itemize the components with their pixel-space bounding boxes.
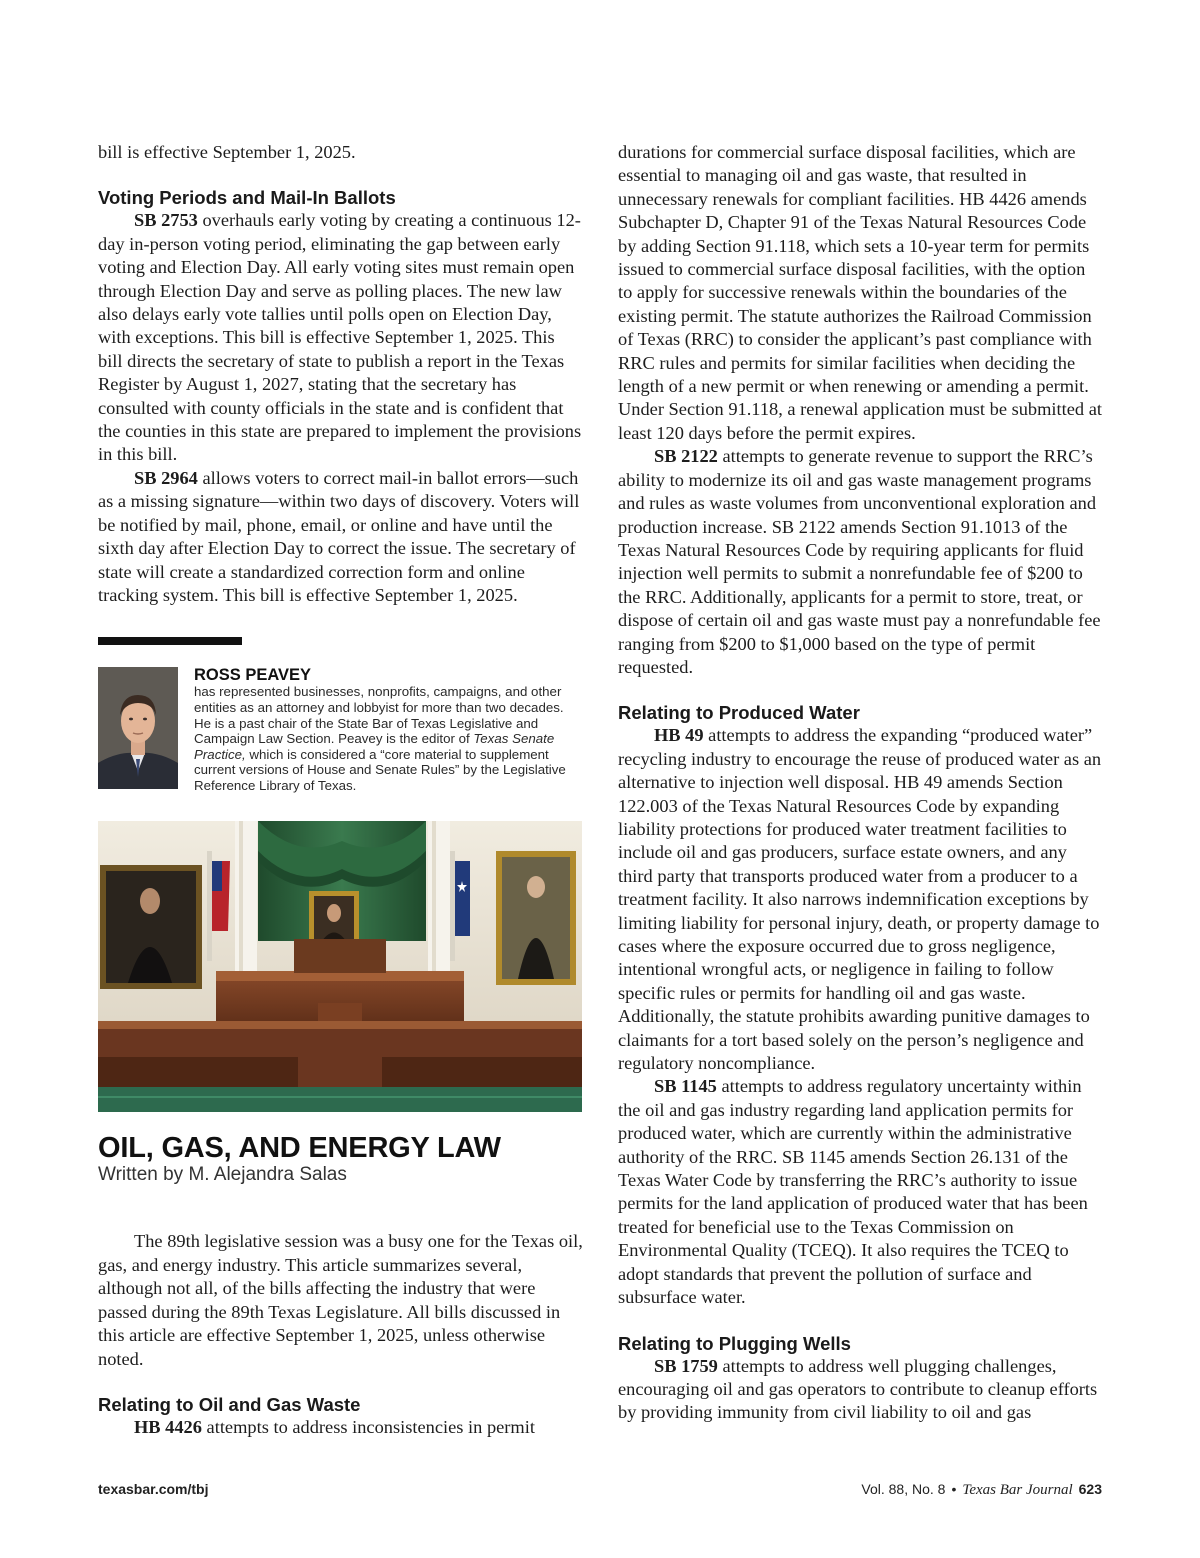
author-portrait bbox=[98, 667, 178, 789]
paragraph-sb1759 bbox=[618, 1355, 1103, 1425]
paragraph-text: attempts to address regulatory uncertainty within the oil and gas industry regarding land application permits for produced water, which are currently within the administrative authority of the RRC. SB 1145 amends Section 26.131 of the Texas Water Code by transferring the RRC’s authority to issue permits for the land application of produced water that has been treated for beneficial use to the Texas Commission on Environmental Quality (TCEQ). It also requires the TCEQ to adopt standards that prevent the pollution of surface and subsurface water. bbox=[618, 1076, 1088, 1308]
senate-chamber-photo bbox=[98, 821, 582, 1112]
section-heading-produced-water: Relating to Produced Water bbox=[618, 702, 860, 724]
book-title: Texas Senate Practice, bbox=[194, 731, 555, 762]
bill-number: SB 2122 bbox=[654, 446, 718, 467]
journal-name: Texas Bar Journal bbox=[962, 1482, 1073, 1498]
bill-number: HB 49 bbox=[654, 725, 704, 746]
left-column bbox=[98, 141, 583, 1439]
continued-text: bill is effective September 1, 2025. bbox=[98, 142, 356, 162]
paragraph-text: overhauls early voting by creating a continuous 12-day in-person voting period, eliminating the gap between early voting and Election Day. All early voting sites must remain open through Election Day and serve as polling places. The new law also delays early vote tallies until polls open on Election Day, with exceptions. This bill is effective September 1, 2025. This bill directs the secretary of state to publish a report in the Texas Register by August 1, 2027, stating that the secretary has consulted with county officials in the state and is confident that the counties in this state are prepared to implement the provisions in this bill. bbox=[98, 210, 582, 465]
footer-publication-info bbox=[861, 1481, 1102, 1499]
article-title: OIL, GAS, AND ENERGY LAW bbox=[98, 1132, 501, 1165]
section-heading-waste: Relating to Oil and Gas Waste bbox=[98, 1393, 361, 1415]
paragraph-text: attempts to generate revenue to support the RRC’s ability to modernize its oil and gas waste management programs and rules as waste volumes from unconventional exploration and production increase. SB 2122 amends Section 91.1013 of the Texas Natural Resources Code by requiring applicants for fluid injection well permits to submit a nonrefundable fee of $200 to the RRC. Additionally, applicants for a permit to store, treat, or dispose of certain oil and gas waste must pay a nonrefundable fee ranging from $200 to $1,000 based on the type of permit requested. bbox=[618, 446, 1101, 677]
bill-number: HB 4426 bbox=[134, 1416, 202, 1437]
paragraph-sb2753 bbox=[98, 209, 583, 466]
article-byline: Written by M. Alejandra Salas bbox=[98, 1164, 347, 1186]
bill-number: SB 1145 bbox=[654, 1076, 717, 1097]
volume-info: Vol. 88, No. 8 bbox=[861, 1481, 946, 1497]
bio-description-end: which is considered a “core material to supplement current versions of House and Senate Rules” by the Legislative Reference Library of Texas. bbox=[194, 746, 566, 793]
bill-number: SB 2964 bbox=[134, 467, 198, 488]
paragraph-hb4426 bbox=[98, 1416, 583, 1439]
author-bio bbox=[98, 667, 583, 793]
paragraph-hb4426-continued: durations for commercial surface disposal facilities, which are essential to managing oil and gas waste, that resulted in unnecessary renewals for compliant facilities. HB 4426 amends Subchapter D, Chapter 91 of the Texas Natural Resources Code by adding Section 91.118, which sets a 10-year term for permits issued to commercial surface disposal facilities, with the option to apply for successive renewals within the boundaries of the existing permit. The statute authorizes the Railroad Commission of Texas (RRC) to consider the applicant’s past compliance with RRC rules and permits for similar facilities when deciding the length of a new permit or when renewing or amending a permit. Under Section 91.118, a renewal application must be submitted at least 120 days before the permit expires. bbox=[618, 142, 1102, 443]
bio-description: has represented businesses, nonprofits, campaigns, and other entities as an attorney and lobbyist for more than two decades. He is a past chair of the State Bar of Texas Legislative and Campaign Law Section. Peavey is the editor of bbox=[194, 684, 564, 747]
paragraph-text: attempts to address the expanding “produced water” recycling industry to encourage the reuse of produced water as an alternative to injection well disposal. HB 49 amends Section 122.003 of the Texas Natural Resources Code by expanding liability protections for produced water treatment facilities to include oil and gas producers, surface estate owners, and any third party that transports produced water from a producer to a treatment facility. It also narrows indemnification exceptions by limiting liability for personal injury, death, or property damage to cases where the exposure occurred due to gross negligence, intentional wrongful acts, or negligence in failing to follow specific rules or permits for handling oil and gas waste. Additionally, the statute prohibits awarding punitive damages to claimants for a tort based solely on the person’s negligence and regulatory noncompliance. bbox=[618, 725, 1102, 1074]
paragraph-sb2122 bbox=[618, 445, 1103, 679]
bill-number: SB 2753 bbox=[134, 210, 198, 231]
paragraph-text: attempts to address well plugging challenges, encouraging oil and gas operators to contribute to cleanup efforts by providing immunity from civil liability to oil and gas bbox=[618, 1355, 1098, 1423]
paragraph-text: attempts to address inconsistencies in permit bbox=[201, 1416, 535, 1437]
section-heading-voting: Voting Periods and Mail-In Ballots bbox=[98, 187, 396, 209]
footer-website-link[interactable]: texasbar.com/tbj bbox=[98, 1481, 209, 1497]
paragraph-sb2964 bbox=[98, 467, 583, 607]
paragraph-text: allows voters to correct mail-in ballot errors—such as a missing signature—within two days of discovery. Voters will be notified by mail, phone, email, or online and have until the sixth day after Election Day to correct the issue. The secretary of state will create a standardized correction form and online tracking system. This bill is effective September 1, 2025. bbox=[98, 467, 580, 605]
author-name: ROSS PEAVEY bbox=[194, 666, 312, 685]
bill-number: SB 1759 bbox=[654, 1355, 718, 1376]
section-heading-plugging: Relating to Plugging Wells bbox=[618, 1332, 851, 1354]
paragraph-sb1145 bbox=[618, 1075, 1103, 1309]
paragraph-hb49 bbox=[618, 724, 1103, 1075]
page-number: 623 bbox=[1078, 1481, 1102, 1497]
bullet-separator: • bbox=[951, 1481, 957, 1497]
bio-text bbox=[194, 667, 583, 793]
divider-rule bbox=[98, 637, 242, 645]
right-column bbox=[618, 141, 1103, 1425]
article-intro: The 89th legislative session was a busy one for the Texas oil, gas, and energy industry. This article summarizes several, although not all, of the bills affecting the industry that were passed during the 89th Texas Legislature. All bills discussed in this article are effective September 1, 2025, unless otherwise noted. bbox=[98, 1231, 583, 1369]
